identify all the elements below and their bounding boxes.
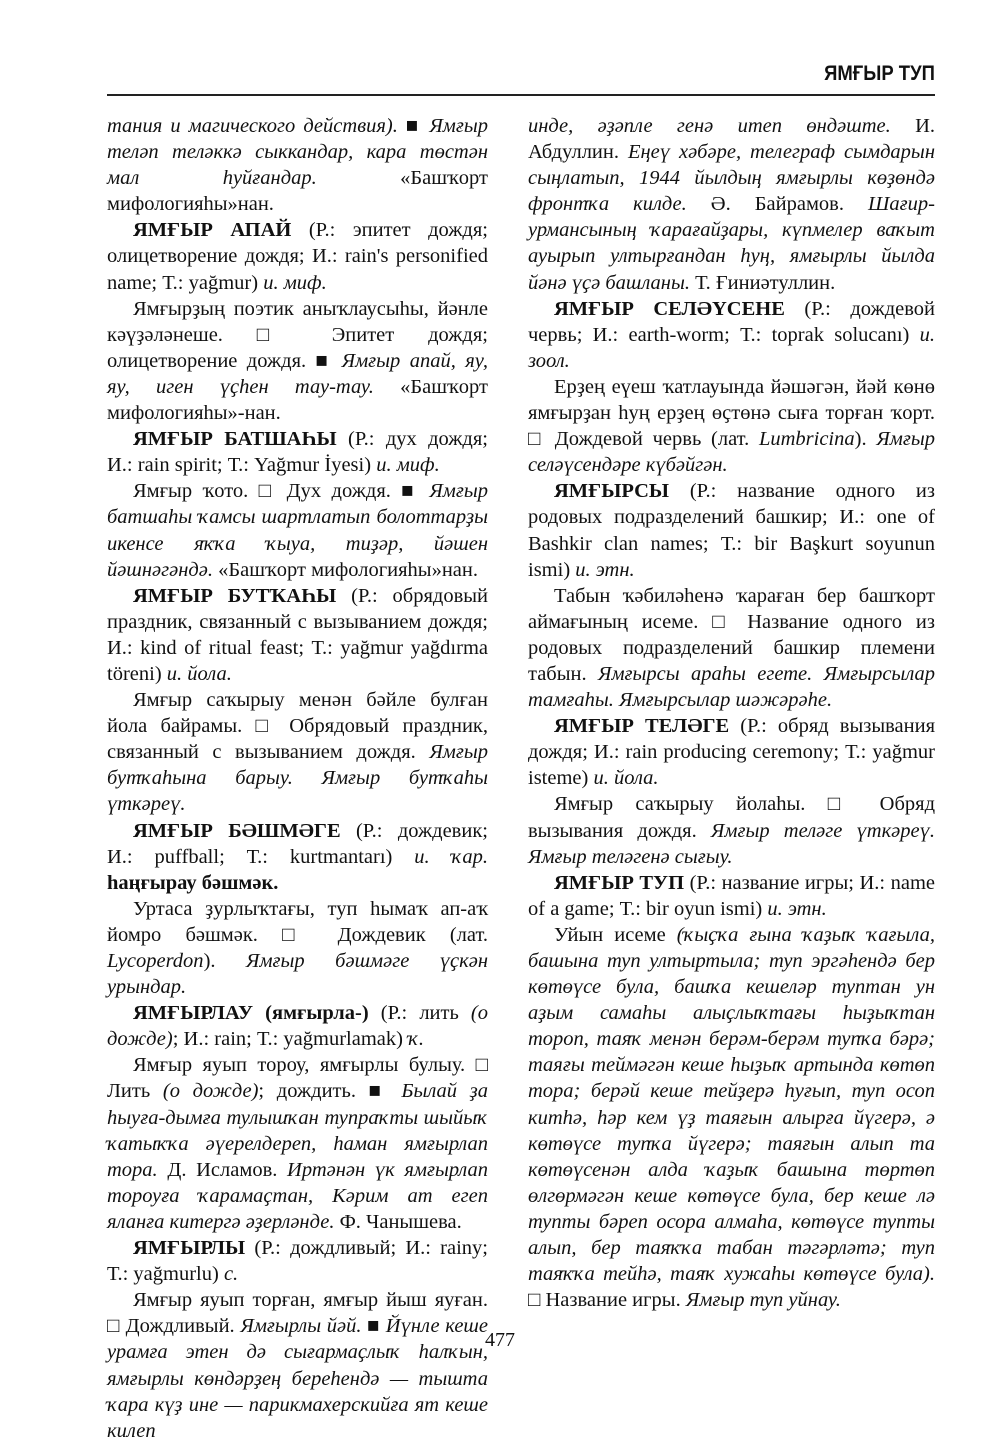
text: ; И.: rain; Т.: yağmurlamak): [172, 1028, 409, 1051]
text: (Р.: дождевой червь; И.: earth-worm; Т.: toprak solucanı): [528, 297, 935, 346]
text: (Р.: обряд вызывания дождя; И.: rain producing ceremony; Т.: yağmur isteme): [528, 715, 936, 790]
italic-text: Ямғыр селәүсендәре күбәйгән.: [528, 428, 935, 477]
running-title: ЯМҒЫР ТУП: [824, 62, 935, 85]
italic-text: Ямғыр теләп теләккә сыккандар, кара төстән мал һуйғандар.: [107, 115, 488, 190]
text: (Р.: дождливый; И.: rainy; Т.: yağmurlu): [107, 1237, 488, 1286]
page-number: 477: [485, 1329, 515, 1351]
text: Т. Ғиниәтуллин.: [689, 271, 836, 294]
italic-text: и. этн.: [575, 558, 635, 581]
text: ).: [854, 428, 877, 451]
right-column: [528, 113, 935, 1313]
italic-text: Шағир-урмансының ҡарағайҙары, күпмелер ваҡыт ауырып ултырғандан һуң, ямғырлы йылда йәнә үҫә башланы.: [528, 193, 935, 294]
text: ).: [203, 950, 246, 972]
headword: ЯМҒЫР БАТШАҺЫ: [133, 428, 337, 451]
text: ■: [397, 115, 430, 137]
dictionary-entry: [528, 713, 935, 791]
dictionary-entry: [107, 217, 488, 295]
definition-paragraph: [107, 296, 488, 426]
text: Ямғырҙың поэтик аныҡлаусыһы, йәнле кәүҙәләнеше. □ Эпитет дождя; олицетворение дождя. ■: [107, 297, 488, 372]
text: ■: [361, 1315, 386, 1338]
text: «Башҡорт мифологияһы»нан.: [107, 167, 488, 216]
definition-paragraph: [107, 687, 488, 817]
italic-text: инде, әҙәпле генә итеп өндәште.: [528, 115, 891, 137]
headword: ЯМҒЫРЛАУ (ямғырла-): [133, 1002, 369, 1025]
text: (Р.: дождевик; И.: puffball; Т.: kurtmantarı): [107, 819, 488, 868]
italic-text: Еңеү хәбәре, телеграф сымдарын сыңлатып, 1944 йылдың ямғырлы көҙөндә фронтҡа килде.: [528, 141, 935, 216]
text: «Башҡорт мифологияһы»-нан.: [107, 375, 488, 425]
definition-paragraph: [528, 922, 935, 1313]
italic-text: Ямғырсы араһы егете. Ямғырсылар тамғаһы. Ямғырсылар шәжәрәһе.: [528, 662, 936, 712]
dictionary-entry: [107, 818, 488, 896]
italic-text: тания и магического действия).: [107, 115, 398, 137]
text: ; дождить. ■: [258, 1080, 402, 1103]
dictionary-entry: [107, 583, 488, 687]
headword: ЯМҒЫРСЫ: [554, 480, 670, 503]
italic-text: Ямғыр батшаһы ҡамсы шартлатып болоттарҙы икенсе яҡҡа ҡыуа, тиҙәр, йәшен йәшнәгәндә.: [107, 480, 488, 581]
dictionary-entry: [107, 1000, 488, 1052]
dictionary-entry: [528, 870, 935, 922]
text: (Р.: дух дождя; И.: rain spirit; Т.: Yağmur İyesi): [107, 428, 488, 477]
headword: ЯМҒЫР БУТҠАҺЫ: [133, 584, 337, 607]
definition-paragraph: [528, 583, 935, 713]
text: (Р.: эпитет дождя; олицетворение дождя; И.: rain's personified name; Т.: yağmur): [107, 219, 488, 294]
italic-text: Ямғыр бәшмәге үҫкән урындар.: [107, 950, 489, 999]
italic-text: Былай ҙа һыуға-дымға тулышҡан тупраҡты шыйыҡ ҡатыҡҡа әүерелдереп, һаман ямғырлап тора.: [107, 1080, 488, 1181]
dictionary-entry: [107, 426, 488, 478]
continued-paragraph: [528, 113, 935, 296]
text: И. Абдуллин.: [528, 115, 935, 164]
headword: ЯМҒЫР БӘШМӘГЕ: [133, 819, 341, 842]
definition-paragraph: [107, 1287, 488, 1444]
italic-text: (ҡыҫҡа ғына ҡаҙыҡ ҡағыла, башына туп ултыртыла; туп эргәһендә бер көтөүсе була, башҡа кешеләр туптан ун аҙым самаһы алыҫлыҡтағы һыҙыҡтан тороп, таяҡ менән берәм-берәм тупҡа бәрә; таяғы теймәгән кеше һыҙыҡ артында көтөп тора; берәй кеше тейҙерә һуғып, туп осоп китһә, һәр кем үҙ таяғын алырға йүгерә, ә көтөүсе тупҡа йүгерә; таяғын алып та көтөүсенән алда ҡаҙыҡ башына төртөп өлгөрмәгән кеше көтөүсе була, бер кеше лә тупты бәреп осора алмаһа, көтөүсе тупты алып, бер таяҡҡа табан тәгәрләтә; туп таяҡҡа тейһә, таяҡ хужаһы көтөүсе була).: [528, 923, 935, 1286]
running-header: [107, 58, 935, 96]
definition-paragraph: [528, 791, 935, 869]
headword: ЯМҒЫР АПАЙ: [133, 219, 292, 242]
italic-text: Иртәнән үк ямғырлап тороуға ҡарамаҫтан, Кәрим ат егеп яланға китергә әҙерләнде.: [107, 1158, 488, 1233]
italic-text: Ямғыр бутҡаһына барыу. Ямғыр бутҡаһы үткәреү.: [107, 741, 488, 816]
definition-paragraph: [107, 896, 488, 1000]
italic-text: с.: [223, 1263, 239, 1286]
dictionary-entry: [528, 296, 935, 374]
text: Уртаса ҙурлыҡтағы, туп һымаҡ ап-аҡ йомро бәшмәк. □ Дождевик (лат.: [107, 897, 488, 946]
italic-text: Lycoperdon: [107, 950, 204, 972]
italic-text: и. ҡар.: [414, 845, 488, 868]
italic-text: ҡ.: [408, 1028, 425, 1051]
bold-text: һаңғырау бәшмәк.: [107, 871, 279, 894]
headword: ЯМҒЫР СЕЛӘҮСЕНЕ: [554, 297, 785, 320]
left-column: [107, 113, 488, 1444]
text: (Р.: лить: [368, 1002, 471, 1025]
text: Ямғыр саҡырыу менән бәйле булған йола байрамы. □ Обрядовый праздник, связанный с вызыванием дождя.: [107, 689, 488, 764]
text: Ә. Байрамов.: [686, 193, 869, 216]
headword: ЯМҒЫР ТЕЛӘГЕ: [554, 715, 730, 738]
headword: ЯМҒЫРЛЫ: [133, 1237, 246, 1260]
italic-text: (о дожде): [107, 1002, 488, 1051]
italic-text: и. миф.: [263, 271, 327, 294]
italic-text: Ямғыр апай, яу, яу, иген үҫһен тау-тау.: [107, 349, 488, 398]
italic-text: и. йола.: [593, 767, 659, 790]
italic-text: и. этн.: [767, 897, 827, 920]
italic-text: и. йола.: [166, 662, 232, 685]
continued-paragraph: [107, 113, 488, 217]
text: Ерҙең еүеш ҡатлауында йәшәгән, йәй көнө ямғырҙан һуң ерҙең өҫтөнә сыға торған ҡорт. □ Дождевой червь (лат.: [528, 375, 935, 451]
italic-text: и. миф.: [376, 454, 440, 477]
text: Ф. Чанышева.: [334, 1210, 462, 1233]
definition-paragraph: [528, 374, 935, 478]
dictionary-entry: [107, 1235, 488, 1287]
italic-text: Ямғырлы йәй.: [240, 1315, 362, 1338]
headword: ЯМҒЫР ТУП: [554, 871, 685, 894]
italic-text: Ямғыр теләге үткәреү. Ямғыр теләгенә сығыу.: [528, 819, 935, 868]
text: Ямғыр ҡото. □ Дух дождя. ■: [133, 480, 430, 503]
text: Д. Исламов.: [157, 1158, 288, 1181]
text: Ямғыр яуып тороу, ямғырлы булыу. □ Лить: [107, 1054, 488, 1103]
italic-text: и. зоол.: [528, 323, 935, 372]
text: Ямғыр яуып торған, ямғыр йыш яуған. □ Дождливый.: [107, 1289, 488, 1338]
text: Уйын исеме: [554, 923, 677, 946]
text: Ямғыр саҡырыу йолаһы. □ Обряд вызывания дождя.: [528, 793, 935, 842]
text: (Р.: название игры; И.: name of a game; Т.: bir oyun ismi): [528, 871, 935, 920]
text: (Р.: название одного из родовых подразделений башкир; И.: one of Bashkir clan names; Т.: bir Başkurt soyunun ismi): [528, 480, 935, 581]
definition-paragraph: [107, 1052, 488, 1235]
italic-text: Lumbricina: [758, 428, 855, 451]
text: «Башҡорт мифологияһы»нан.: [212, 558, 478, 581]
italic-text: Ямғыр туп уйнау.: [685, 1289, 841, 1312]
text: Табын ҡәбиләһенә ҡараған бер башҡорт аймағының исеме. □ Название одного из родовых подразделений башкир племени табын.: [528, 584, 935, 685]
text: □ Название игры.: [528, 1289, 686, 1312]
dictionary-entry: [528, 478, 935, 582]
italic-text: Йүнле кеше урамға этен дә сығармаҫлыҡ һалҡын, ямғырлы көндәрҙең береһендә — тышта ҡара күҙ ине — парикмахерскийға ят кеше килеп: [107, 1315, 488, 1442]
definition-paragraph: [107, 478, 488, 582]
italic-text: (о дожде): [162, 1080, 259, 1103]
text: (Р.: обрядовый праздник, связанный с вызыванием дождя; И.: kind of ritual feast; Т.: yağmur yağdırma töreni): [107, 584, 488, 685]
